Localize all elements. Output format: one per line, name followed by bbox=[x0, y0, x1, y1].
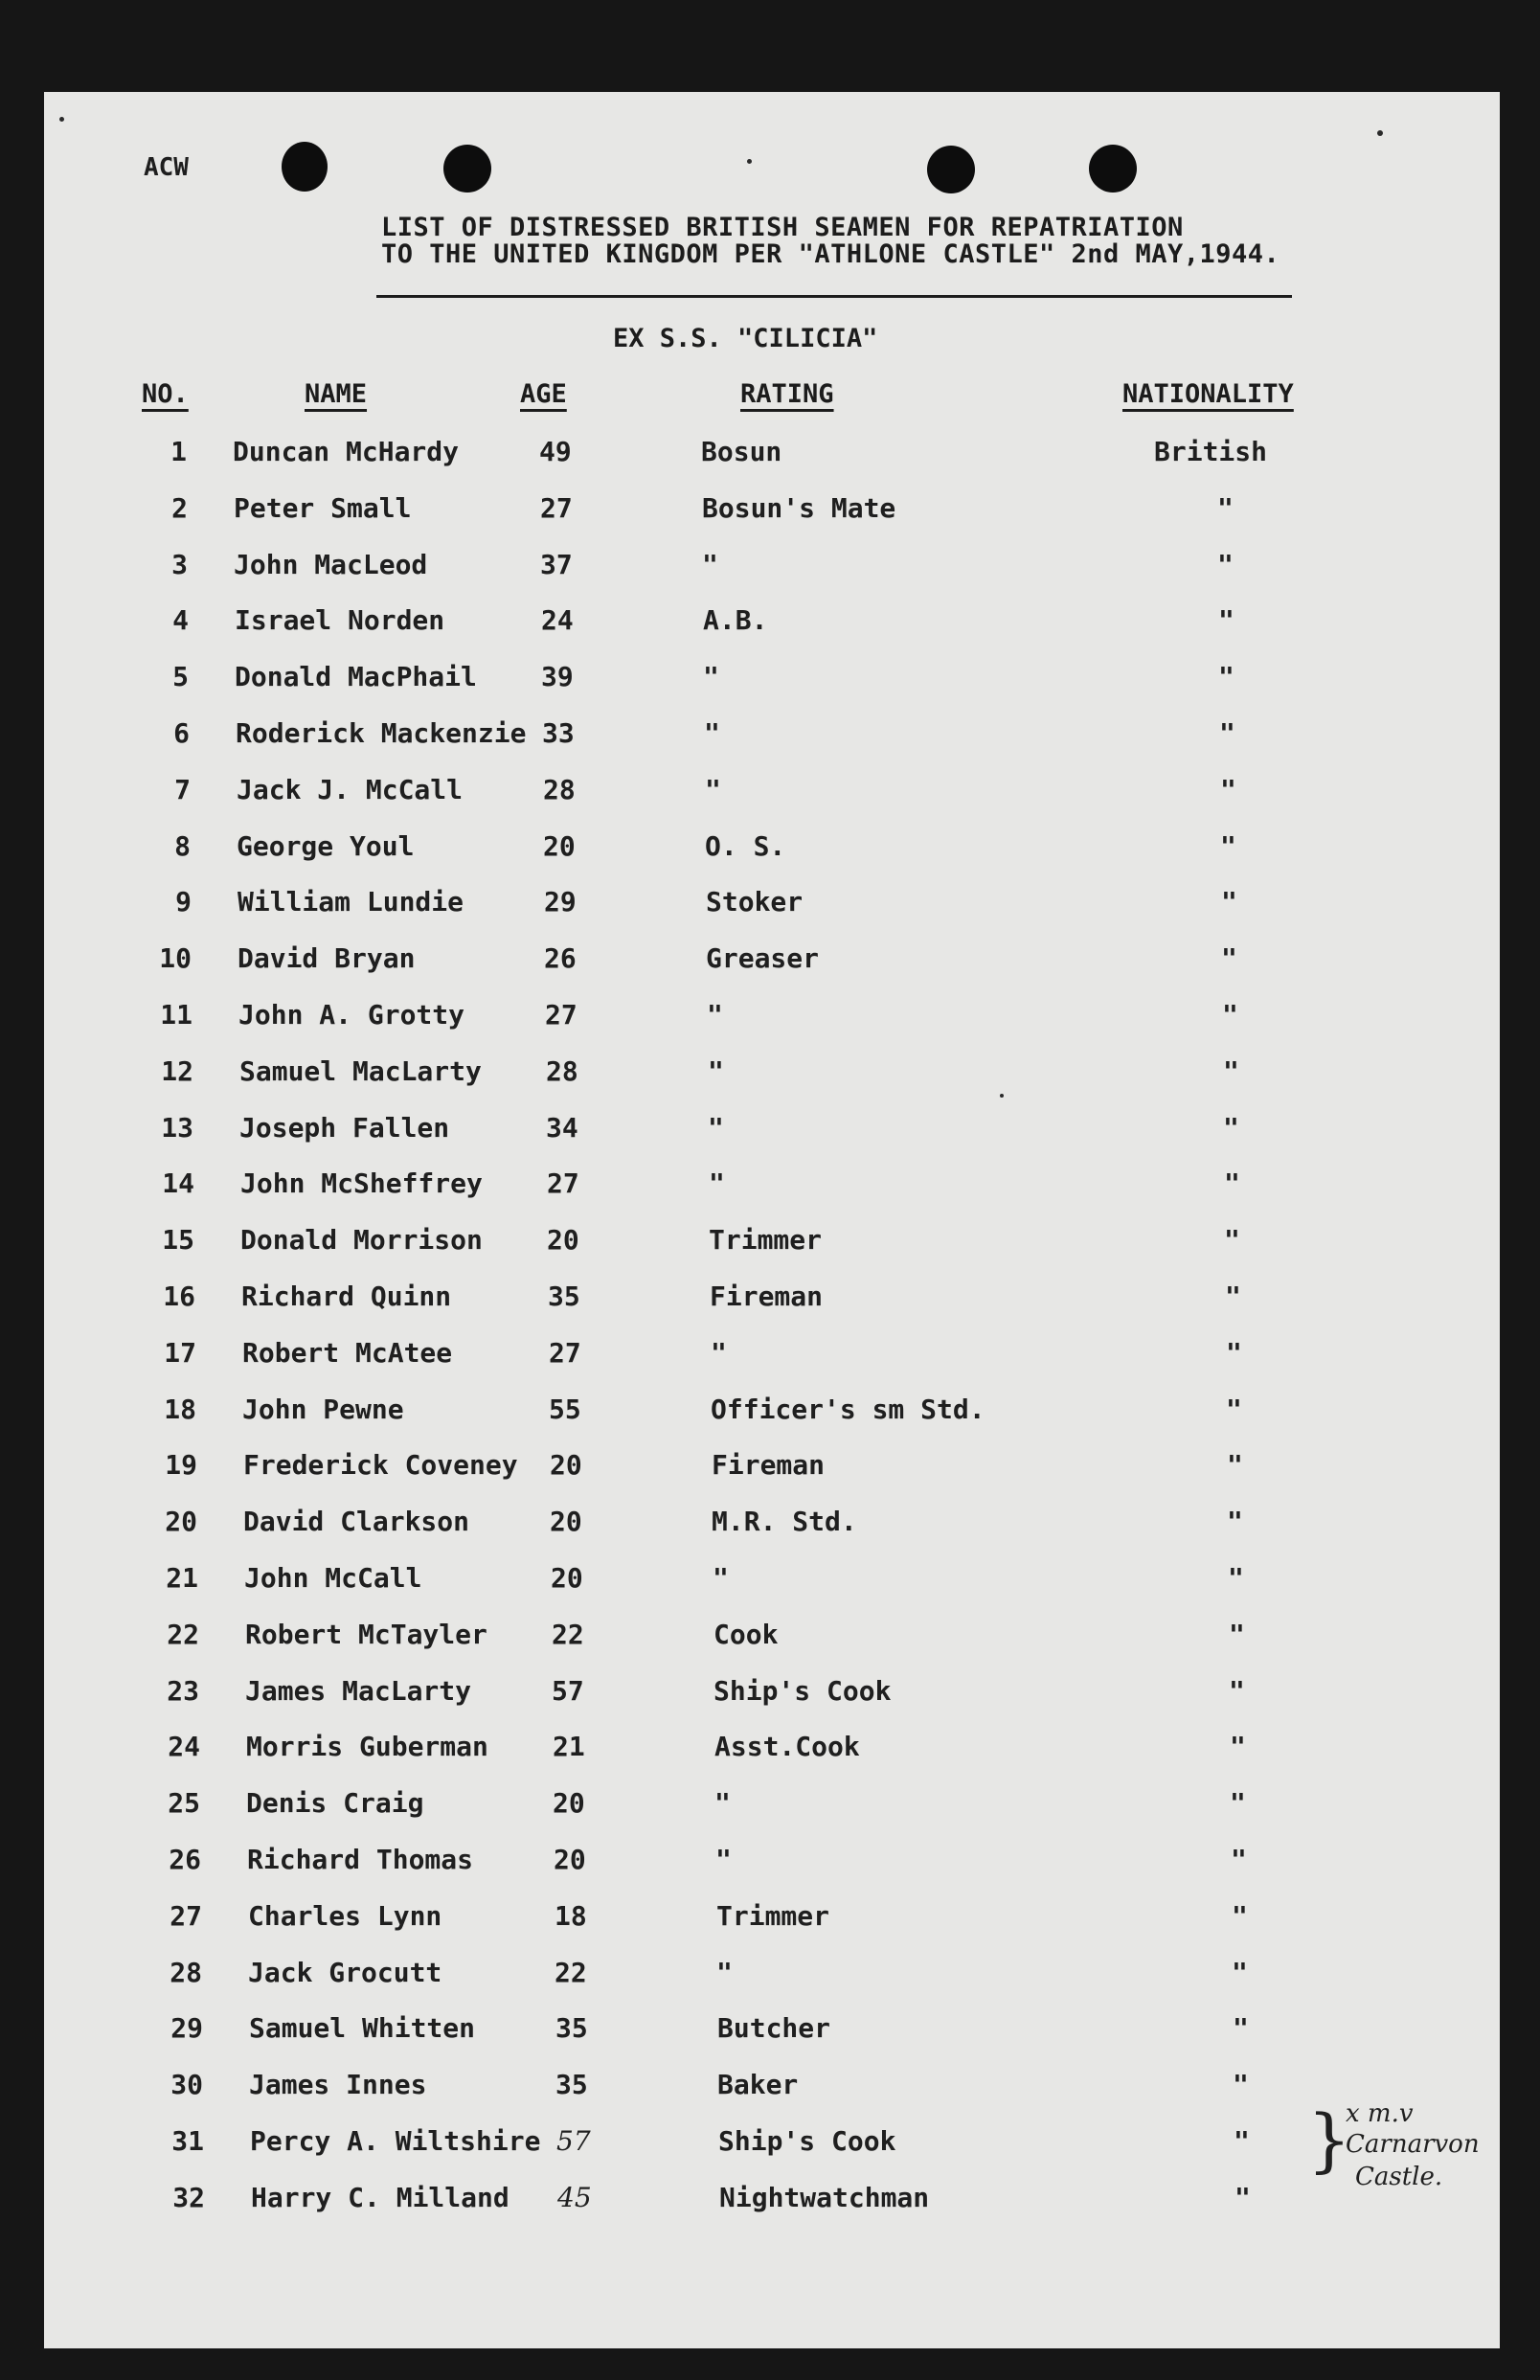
seaman-name: John MacLeod bbox=[234, 549, 428, 580]
seaman-age: 21 bbox=[553, 1731, 585, 1762]
row-number: 4 bbox=[172, 604, 189, 636]
seaman-rating: Fireman bbox=[710, 1281, 824, 1312]
seaman-rating: Greaser bbox=[706, 942, 820, 974]
document-title-line2: TO THE UNITED KINGDOM PER "ATHLONE CASTLE" 2nd MAY,1944. bbox=[381, 239, 1280, 269]
seaman-rating: " bbox=[709, 1167, 725, 1199]
seaman-age: 18 bbox=[555, 1900, 587, 1932]
seaman-rating: " bbox=[704, 717, 720, 749]
seaman-name: David Bryan bbox=[238, 942, 416, 974]
speck bbox=[1000, 1094, 1004, 1098]
row-number: 27 bbox=[170, 1900, 202, 1932]
seaman-rating: Cook bbox=[713, 1619, 779, 1650]
row-number: 19 bbox=[165, 1449, 197, 1481]
row-number: 21 bbox=[166, 1562, 198, 1594]
seaman-age: 45 bbox=[557, 2182, 592, 2213]
row-number: 7 bbox=[174, 774, 191, 805]
seaman-rating: Nightwatchman bbox=[719, 2182, 930, 2213]
table-row bbox=[0, 661, 1540, 699]
seaman-name: Charles Lynn bbox=[248, 1900, 442, 1932]
seaman-rating: " bbox=[714, 1787, 731, 1819]
row-number: 30 bbox=[170, 2069, 203, 2100]
seaman-nationality: " bbox=[1231, 1844, 1247, 1875]
table-row bbox=[0, 1787, 1540, 1825]
seaman-name: Robert McTayler bbox=[245, 1619, 487, 1650]
seaman-rating: Asst.Cook bbox=[714, 1731, 860, 1762]
row-number: 31 bbox=[171, 2125, 204, 2157]
seaman-name: George Youl bbox=[237, 830, 415, 862]
seaman-nationality: " bbox=[1217, 549, 1234, 580]
table-row bbox=[0, 492, 1540, 531]
seaman-name: Joseph Fallen bbox=[239, 1112, 450, 1144]
row-number: 15 bbox=[162, 1224, 194, 1256]
table-row bbox=[0, 1957, 1540, 1995]
seaman-age: 57 bbox=[556, 2125, 591, 2157]
seaman-nationality: " bbox=[1227, 1506, 1243, 1537]
seaman-age: 57 bbox=[552, 1675, 584, 1707]
seaman-rating: " bbox=[707, 999, 723, 1031]
seaman-nationality: " bbox=[1221, 942, 1237, 974]
seaman-nationality: " bbox=[1226, 1394, 1242, 1425]
seaman-nationality: " bbox=[1217, 492, 1234, 524]
seaman-rating: Trimmer bbox=[709, 1224, 823, 1256]
handwritten-note bbox=[1307, 2099, 1499, 2209]
speck bbox=[1377, 130, 1383, 136]
seaman-rating: " bbox=[716, 1957, 733, 1988]
seaman-rating: Fireman bbox=[712, 1449, 826, 1481]
seaman-nationality: " bbox=[1232, 1900, 1248, 1932]
seaman-name: Richard Thomas bbox=[247, 1844, 474, 1875]
seaman-rating: " bbox=[703, 661, 719, 692]
seaman-rating: A.B. bbox=[703, 604, 768, 636]
seaman-name: John McSheffrey bbox=[240, 1167, 483, 1199]
seaman-age: 20 bbox=[553, 1787, 585, 1819]
seaman-name: David Clarkson bbox=[243, 1506, 470, 1537]
seaman-name: Morris Guberman bbox=[246, 1731, 488, 1762]
seaman-age: 39 bbox=[541, 661, 574, 692]
seaman-name: John McCall bbox=[244, 1562, 422, 1594]
row-number: 10 bbox=[159, 942, 192, 974]
seaman-name: Duncan McHardy bbox=[233, 436, 460, 467]
seaman-nationality: " bbox=[1218, 604, 1234, 636]
table-row bbox=[0, 1337, 1540, 1375]
seaman-nationality: " bbox=[1222, 999, 1238, 1031]
brace-mark: } bbox=[1307, 2099, 1351, 2180]
note-line3: Castle. bbox=[1355, 2163, 1443, 2191]
seaman-rating: " bbox=[715, 1844, 732, 1875]
seaman-name: John Pewne bbox=[242, 1394, 404, 1425]
seaman-name: Israel Norden bbox=[235, 604, 445, 636]
seaman-rating: Trimmer bbox=[716, 1900, 830, 1932]
row-number: 16 bbox=[163, 1281, 195, 1312]
seaman-age: 20 bbox=[547, 1224, 579, 1256]
row-number: 3 bbox=[171, 549, 188, 580]
seaman-nationality: " bbox=[1233, 2012, 1249, 2044]
header-rating: RATING bbox=[740, 379, 834, 409]
note-line2: Carnarvon bbox=[1346, 2130, 1480, 2159]
seaman-name: Samuel MacLarty bbox=[239, 1055, 482, 1087]
seaman-rating: " bbox=[713, 1562, 729, 1594]
seaman-name: Peter Small bbox=[234, 492, 412, 524]
seaman-age: 34 bbox=[546, 1112, 578, 1144]
seaman-age: 35 bbox=[555, 2012, 588, 2044]
seaman-name: Jack J. McCall bbox=[237, 774, 464, 805]
row-number: 26 bbox=[169, 1844, 201, 1875]
seaman-name: Richard Quinn bbox=[241, 1281, 452, 1312]
punch-hole bbox=[443, 145, 491, 193]
seaman-name: James Innes bbox=[249, 2069, 427, 2100]
table-row bbox=[0, 604, 1540, 643]
ship-subtitle: EX S.S. "CILICIA" bbox=[613, 324, 878, 353]
reference-code: ACW bbox=[144, 153, 189, 182]
seaman-age: 20 bbox=[550, 1449, 582, 1481]
row-number: 17 bbox=[164, 1337, 196, 1369]
seaman-age: 22 bbox=[552, 1619, 584, 1650]
seaman-age: 37 bbox=[540, 549, 573, 580]
seaman-age: 24 bbox=[541, 604, 574, 636]
row-number: 9 bbox=[175, 886, 192, 918]
table-row bbox=[0, 1844, 1540, 1882]
seaman-nationality: " bbox=[1232, 1957, 1248, 1988]
seaman-age: 20 bbox=[554, 1844, 586, 1875]
seaman-rating: M.R. Std. bbox=[712, 1506, 857, 1537]
seaman-name: Jack Grocutt bbox=[248, 1957, 442, 1988]
document-title-line1: LIST OF DISTRESSED BRITISH SEAMEN FOR REPATRIATION bbox=[381, 213, 1184, 242]
seaman-rating: " bbox=[705, 774, 721, 805]
seaman-age: 28 bbox=[546, 1055, 578, 1087]
row-number: 23 bbox=[167, 1675, 199, 1707]
seaman-rating: Ship's Cook bbox=[713, 1675, 892, 1707]
seaman-nationality: " bbox=[1221, 886, 1237, 918]
table-row bbox=[0, 1167, 1540, 1206]
seaman-nationality: " bbox=[1218, 661, 1234, 692]
seaman-age: 26 bbox=[544, 942, 577, 974]
seaman-name: Percy A. Wiltshire bbox=[250, 2125, 541, 2157]
table-row bbox=[0, 886, 1540, 924]
seaman-rating: Stoker bbox=[706, 886, 804, 918]
header-name: NAME bbox=[305, 379, 368, 409]
row-number: 5 bbox=[172, 661, 189, 692]
seaman-nationality: " bbox=[1230, 1787, 1246, 1819]
seaman-name: Samuel Whitten bbox=[249, 2012, 476, 2044]
row-number: 13 bbox=[161, 1112, 193, 1144]
seaman-name: Donald MacPhail bbox=[235, 661, 477, 692]
table-row bbox=[0, 942, 1540, 981]
seaman-rating: Bosun's Mate bbox=[702, 492, 896, 524]
seaman-age: 22 bbox=[555, 1957, 587, 1988]
seaman-age: 20 bbox=[550, 1506, 582, 1537]
row-number: 2 bbox=[171, 492, 188, 524]
seaman-nationality: " bbox=[1219, 717, 1235, 749]
seaman-nationality: " bbox=[1220, 830, 1236, 862]
speck bbox=[59, 117, 64, 122]
table-row bbox=[0, 1112, 1540, 1150]
table-row bbox=[0, 1281, 1540, 1319]
seaman-name: Robert McAtee bbox=[242, 1337, 453, 1369]
table-row bbox=[0, 1900, 1540, 1938]
table-row bbox=[0, 774, 1540, 812]
row-number: 1 bbox=[170, 436, 187, 467]
seaman-nationality: " bbox=[1225, 1281, 1241, 1312]
row-number: 25 bbox=[168, 1787, 200, 1819]
seaman-nationality: " bbox=[1223, 1112, 1239, 1144]
seaman-age: 49 bbox=[539, 436, 572, 467]
seaman-rating: Butcher bbox=[717, 2012, 831, 2044]
seaman-name: Denis Craig bbox=[246, 1787, 424, 1819]
seaman-age: 33 bbox=[542, 717, 575, 749]
table-row bbox=[0, 1394, 1540, 1432]
table-row bbox=[0, 2012, 1540, 2051]
seaman-age: 27 bbox=[549, 1337, 581, 1369]
seaman-nationality: " bbox=[1227, 1449, 1243, 1481]
table-row bbox=[0, 1562, 1540, 1600]
punch-hole bbox=[927, 146, 975, 193]
seaman-nationality: " bbox=[1220, 774, 1236, 805]
table-row bbox=[0, 1619, 1540, 1657]
row-number: 11 bbox=[160, 999, 192, 1031]
seaman-rating: Ship's Cook bbox=[718, 2125, 896, 2157]
seaman-rating: " bbox=[711, 1337, 727, 1369]
seaman-age: 55 bbox=[549, 1394, 581, 1425]
seaman-name: Roderick Mackenzie bbox=[236, 717, 527, 749]
row-number: 8 bbox=[174, 830, 191, 862]
seaman-name: Harry C. Milland bbox=[251, 2182, 510, 2213]
header-no: NO. bbox=[142, 379, 189, 409]
note-line1: x m.v bbox=[1346, 2099, 1414, 2128]
seaman-nationality: " bbox=[1228, 1562, 1244, 1594]
table-row bbox=[0, 1449, 1540, 1487]
table-row bbox=[0, 1506, 1540, 1544]
seaman-nationality: " bbox=[1234, 2182, 1251, 2213]
seaman-rating: Bosun bbox=[701, 436, 782, 467]
document-page bbox=[44, 92, 1500, 2348]
speck bbox=[747, 159, 752, 164]
table-row bbox=[0, 999, 1540, 1037]
punch-hole bbox=[282, 142, 328, 192]
seaman-age: 29 bbox=[544, 886, 577, 918]
seaman-nationality: " bbox=[1234, 2125, 1250, 2157]
seaman-age: 27 bbox=[545, 999, 578, 1031]
seaman-nationality: " bbox=[1223, 1055, 1239, 1087]
table-row bbox=[0, 1055, 1540, 1094]
row-number: 20 bbox=[165, 1506, 197, 1537]
seaman-rating: " bbox=[702, 549, 718, 580]
row-number: 29 bbox=[170, 2012, 203, 2044]
seaman-name: John A. Grotty bbox=[238, 999, 465, 1031]
seaman-name: Donald Morrison bbox=[240, 1224, 483, 1256]
punch-hole bbox=[1089, 145, 1137, 193]
row-number: 14 bbox=[162, 1167, 194, 1199]
seaman-nationality: " bbox=[1226, 1337, 1242, 1369]
seaman-nationality: " bbox=[1224, 1167, 1240, 1199]
seaman-age: 20 bbox=[543, 830, 576, 862]
table-row bbox=[0, 1224, 1540, 1262]
table-row bbox=[0, 717, 1540, 756]
table-row bbox=[0, 436, 1540, 474]
seaman-age: 27 bbox=[547, 1167, 579, 1199]
seaman-name: William Lundie bbox=[238, 886, 464, 918]
seaman-nationality: " bbox=[1224, 1224, 1240, 1256]
seaman-name: James MacLarty bbox=[245, 1675, 472, 1707]
seaman-rating: O. S. bbox=[705, 830, 786, 862]
header-age: AGE bbox=[520, 379, 567, 409]
seaman-name: Frederick Coveney bbox=[243, 1449, 518, 1481]
title-rule bbox=[376, 295, 1292, 298]
seaman-rating: " bbox=[708, 1112, 724, 1144]
row-number: 32 bbox=[172, 2182, 205, 2213]
seaman-nationality: " bbox=[1233, 2069, 1249, 2100]
seaman-nationality: " bbox=[1229, 1675, 1245, 1707]
seaman-rating: Baker bbox=[717, 2069, 799, 2100]
table-row bbox=[0, 1675, 1540, 1713]
seaman-nationality: " bbox=[1229, 1619, 1245, 1650]
row-number: 28 bbox=[170, 1957, 202, 1988]
seaman-nationality: " bbox=[1230, 1731, 1246, 1762]
seaman-age: 35 bbox=[555, 2069, 588, 2100]
row-number: 6 bbox=[173, 717, 190, 749]
header-nationality: NATIONALITY bbox=[1122, 379, 1294, 409]
seaman-nationality: British bbox=[1154, 436, 1268, 467]
row-number: 22 bbox=[167, 1619, 199, 1650]
seaman-rating: " bbox=[708, 1055, 724, 1087]
seaman-age: 27 bbox=[540, 492, 573, 524]
row-number: 18 bbox=[164, 1394, 196, 1425]
seaman-age: 35 bbox=[548, 1281, 580, 1312]
seaman-age: 28 bbox=[543, 774, 576, 805]
table-row bbox=[0, 830, 1540, 869]
table-row bbox=[0, 549, 1540, 587]
seaman-age: 20 bbox=[551, 1562, 583, 1594]
table-row bbox=[0, 1731, 1540, 1769]
row-number: 24 bbox=[168, 1731, 200, 1762]
seaman-rating: Officer's sm Std. bbox=[711, 1394, 985, 1425]
row-number: 12 bbox=[161, 1055, 193, 1087]
